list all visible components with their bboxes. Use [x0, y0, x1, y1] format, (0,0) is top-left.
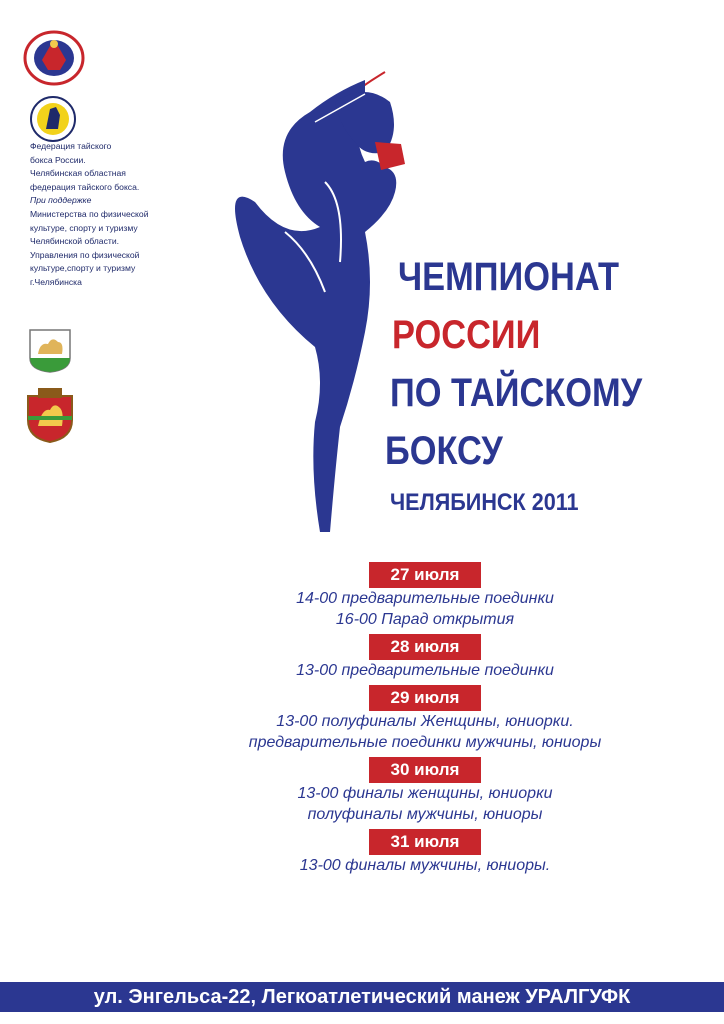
- sponsor-line: культуре, спорту и туризму: [30, 222, 138, 233]
- schedule-event: 16-00 Парад открытия: [335, 611, 515, 628]
- sponsor-line: Министерства по физической: [30, 208, 149, 219]
- schedule-event: 13-00 финалы мужчины, юниоры.: [299, 857, 551, 874]
- city-year: ЧЕЛЯБИНСК 2011: [390, 489, 579, 516]
- schedule-date: 27 июля: [369, 562, 482, 588]
- sponsor-line: бокса России.: [30, 154, 86, 165]
- schedule-event: 13-00 полуфиналы Женщины, юниорки.: [276, 713, 574, 730]
- federation-logo: [22, 30, 86, 86]
- schedule-day: [230, 685, 620, 753]
- schedule-date: 29 июля: [369, 685, 482, 711]
- venue-address-bar: ул. Энгельса-22, Легкоатлетический манеж УРАЛГУФК: [0, 982, 724, 1012]
- sponsor-line: Челябинской области.: [30, 236, 120, 247]
- sponsor-line: При поддержке: [30, 195, 92, 206]
- regional-federation-logo: [28, 95, 78, 143]
- schedule-day: [230, 757, 620, 825]
- organizers-text: [30, 140, 180, 290]
- sponsor-line: Управления по физической: [30, 249, 140, 260]
- title-line-thai: ПО ТАЙСКОМУ: [390, 371, 643, 415]
- sponsor-line: Федерация тайского: [30, 141, 112, 151]
- schedule-date: 30 июля: [369, 757, 482, 783]
- schedule-date: 31 июля: [369, 829, 482, 855]
- schedule: [230, 562, 620, 880]
- title-line-boxing: БОКСУ: [385, 429, 503, 473]
- schedule-event: 13-00 предварительные поединки: [296, 662, 554, 679]
- title-line-championship: ЧЕМПИОНАТ: [398, 255, 619, 299]
- title-line-russia: РОССИИ: [392, 313, 541, 357]
- schedule-event: 14-00 предварительные поединки: [296, 590, 554, 607]
- schedule-day: [230, 829, 620, 876]
- schedule-event: предварительные поединки мужчины, юниоры: [248, 734, 602, 751]
- sponsor-line: культуре,спорту и туризму: [30, 263, 136, 274]
- sponsor-line: Челябинская областная: [30, 168, 126, 179]
- chelyabinsk-region-emblem: [28, 328, 72, 374]
- chelyabinsk-city-coat-of-arms: [24, 386, 76, 444]
- schedule-event: полуфиналы мужчины, юниоры: [307, 806, 543, 823]
- schedule-day: [230, 562, 620, 630]
- event-title: [370, 248, 683, 480]
- schedule-day: [230, 634, 620, 681]
- schedule-date: 28 июля: [369, 634, 482, 660]
- schedule-event: 13-00 финалы женщины, юниорки: [297, 785, 553, 802]
- sponsor-line: федерация тайского бокса.: [30, 181, 140, 192]
- sponsor-line: г.Челябинска: [30, 276, 82, 287]
